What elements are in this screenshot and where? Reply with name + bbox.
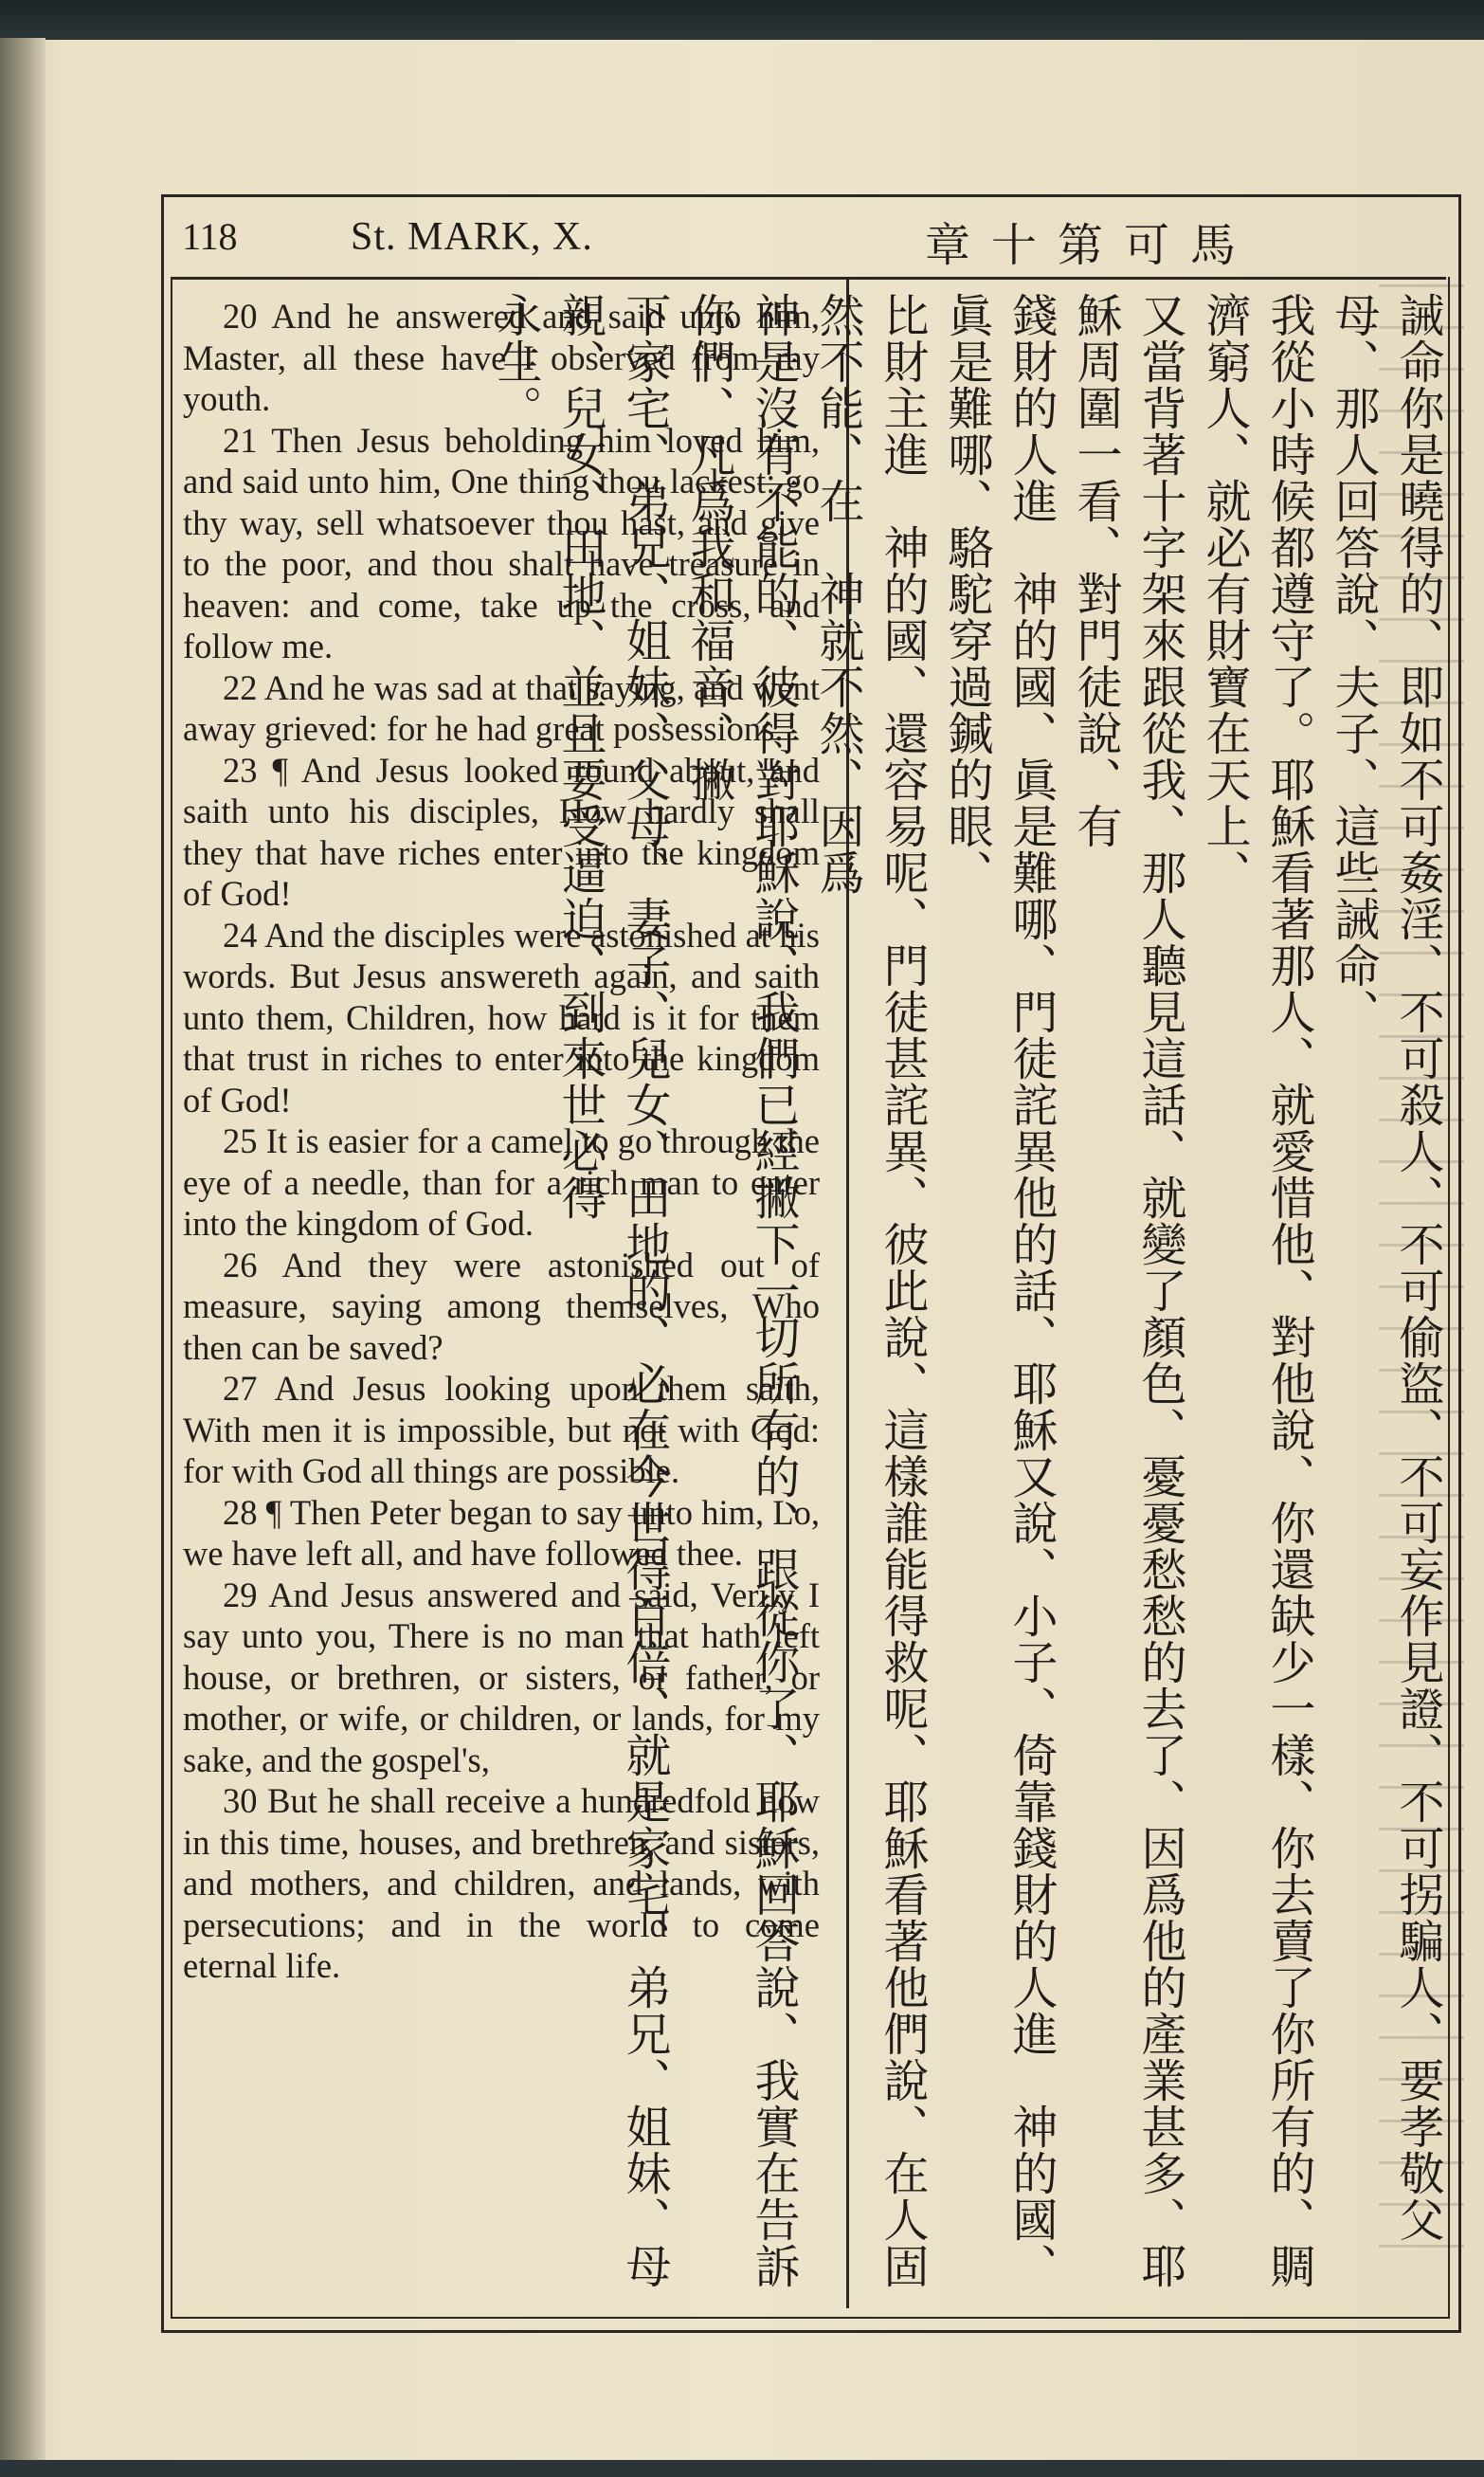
chinese-line-8: 永生。 [489, 292, 542, 431]
chinese-line-1: 誡命你是曉得的、即如不可姦淫、不可殺人、不可偷盜、不可妄作見證、不可拐騙人、要孝敬父母、那人回答說、夫子、這些誡命、 [1327, 292, 1444, 2243]
running-header [171, 201, 1446, 280]
verse-26: 26 And they were astonished out of measure, saying among themselves, Who then can be saved? [183, 1245, 820, 1367]
book-gutter [0, 38, 45, 2465]
verse-23: 23 ¶ And Jesus looked round about, and saith unto his disciples, How hardly shall they that have riches enter into the kingdom of God! [183, 750, 820, 913]
verse-27: 27 And Jesus looking upon them saith, With men it is impossible, but not with God: for with God all things are possible. [183, 1369, 820, 1490]
verse-25: 25 It is easier for a camel to go through the eye of a needle, than for a rich man to enter into the kingdom of God. [183, 1121, 820, 1243]
verse-22: 22 And he was sad at that saying, and went away grieved: for he had great possessions. [183, 667, 820, 748]
verse-24: 24 And the disciples were astonished at his words. But Jesus answereth again, and saith unto them, Children, how hard is it for them that trust in riches to enter into the kingdom of God! [183, 915, 820, 1120]
running-title-chinese: 章十第可馬 [924, 219, 1257, 272]
verse-21: 21 Then Jesus beholding him loved him, and said unto him, One thing thou lackest: go thy way, sell whatsoever thou hast, and give to the poor, and thou shalt have treasure in heaven: and come, take up the cross, and follow me. [183, 420, 820, 665]
chinese-line-4: 錢財的人進 神的國、眞是難哪、門徒詫異他的話、耶穌又說、小子、倚靠錢財的人進 神的國、眞是難哪、駱駝穿過鍼的眼、 [940, 292, 1058, 2289]
chinese-line-3: 又當背著十字架來跟從我、那人聽見這話、就變了顏色、憂憂愁愁的去了、因爲他的產業甚多、耶穌周圍一看、對門徒說、有 [1069, 292, 1186, 2289]
scan-bottom-edge [0, 2460, 1484, 2477]
verse-29: 29 And Jesus answered and said, Verily I say unto you, There is no man that hath left house, or brethren, or sisters, or father, or mother, or wife, or children, or lands, for my sake, and the gospel's, [183, 1575, 820, 1779]
verse-20: 20 And he answered and said unto him, Master, all these have I observed from my youth. [183, 297, 820, 418]
scan-top-edge [0, 0, 1484, 40]
page-number: 118 [182, 215, 238, 258]
chinese-line-7: 下家宅、弟兄、姐妹、父母、妻子、兒女、田地的、必在今世得百倍、就是家宅、弟兄、姐妹、母親、兒女、田地、並且要受逼迫、到來世必得 [553, 292, 671, 2289]
chinese-line-6: 神是沒有不能的、彼得對耶穌說、我們已經撇下一切所有的、跟從你了、耶穌回答說、我實在告訴你們、凡爲我和福音、撇 [682, 292, 800, 2289]
running-title: St. MARK, X. [351, 215, 593, 259]
verse-30: 30 But he shall receive a hundredfold now in this time, houses, and brethren, and sisters, and mothers, and children, and lands, with persecutions; and in the world to come eternal life. [183, 1781, 820, 1985]
chinese-line-2: 我從小時候都遵守了。耶穌看著那人、就愛惜他、對他說、你還缺少一樣、你去賣了你所有的、賙濟窮人、就必有財寶在天上、 [1198, 292, 1315, 2289]
chinese-line-5: 比財主進 神的國、還容易呢、門徒甚詫異、彼此說、這樣誰能得救呢、耶穌看著他們說、在人固然不能、在 神就不然、因爲 [811, 292, 929, 2289]
verse-28: 28 ¶ Then Peter began to say unto him, Lo, we have left all, and have followed thee. [183, 1492, 820, 1573]
